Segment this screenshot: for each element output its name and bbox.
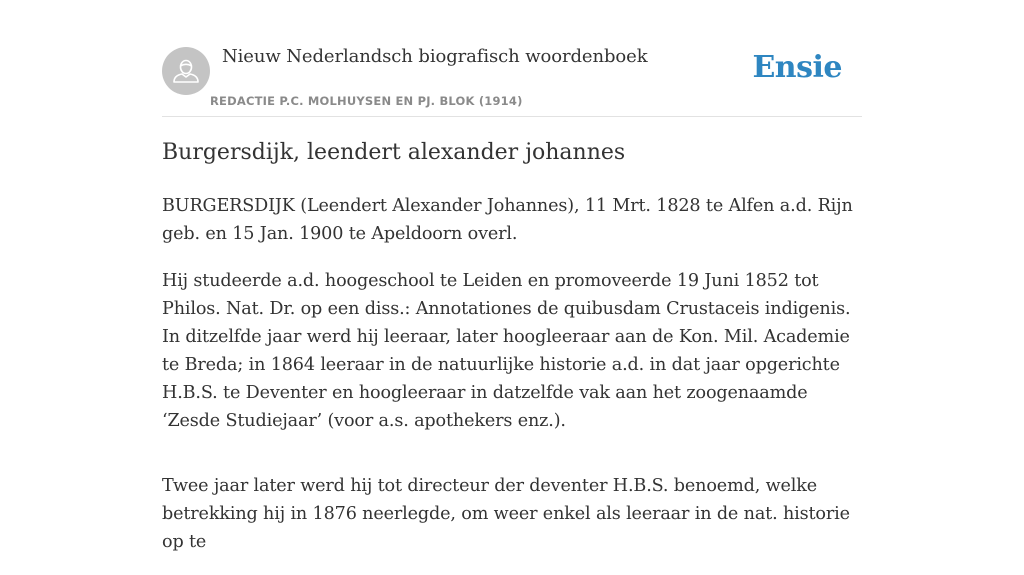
person-outline-icon bbox=[162, 47, 210, 95]
article-paragraph: Hij studeerde a.d. hoogeschool te Leiden en promoveerde 19 Juni 1852 tot Philos. Nat. Dr. op een diss.: Annotationes de quibusdam Crustaceis indigenis. In ditzelfde jaar werd hij leeraar, later hoogleeraar aan de Kon. Mil. Academie te Breda; in 1864 leeraar in de natuurlijke historie a.d. in dat jaar opgerichte H.B.S. te Deventer en hoogleeraar in datzelfde vak aan het zoogenaamde ‘Zesde Studiejaar’ (voor a.s. apothekers enz.). bbox=[162, 271, 851, 431]
user-avatar-icon[interactable] bbox=[162, 47, 210, 95]
article-paragraph: Twee jaar later werd hij tot directeur der deventer H.B.S. benoemd, welke betrekking hij in 1876 neerlegde, om weer enkel als leeraar in de nat. historie op te bbox=[162, 476, 850, 552]
book-title[interactable]: Nieuw Nederlandsch biografisch woordenboek bbox=[222, 46, 648, 67]
ensie-logo[interactable]: Ensie bbox=[752, 50, 842, 85]
article-body bbox=[162, 192, 867, 575]
book-header bbox=[162, 46, 862, 117]
article-title: Burgersdijk, leendert alexander johannes bbox=[162, 140, 626, 165]
article-paragraph: BURGERSDIJK (Leendert Alexander Johannes), 11 Mrt. 1828 te Alfen a.d. Rijn geb. en 15 Jan. 1900 te Apeldoorn overl. bbox=[162, 196, 853, 244]
book-editor: REDACTIE P.C. MOLHUYSEN EN PJ. BLOK (1914) bbox=[210, 94, 523, 108]
